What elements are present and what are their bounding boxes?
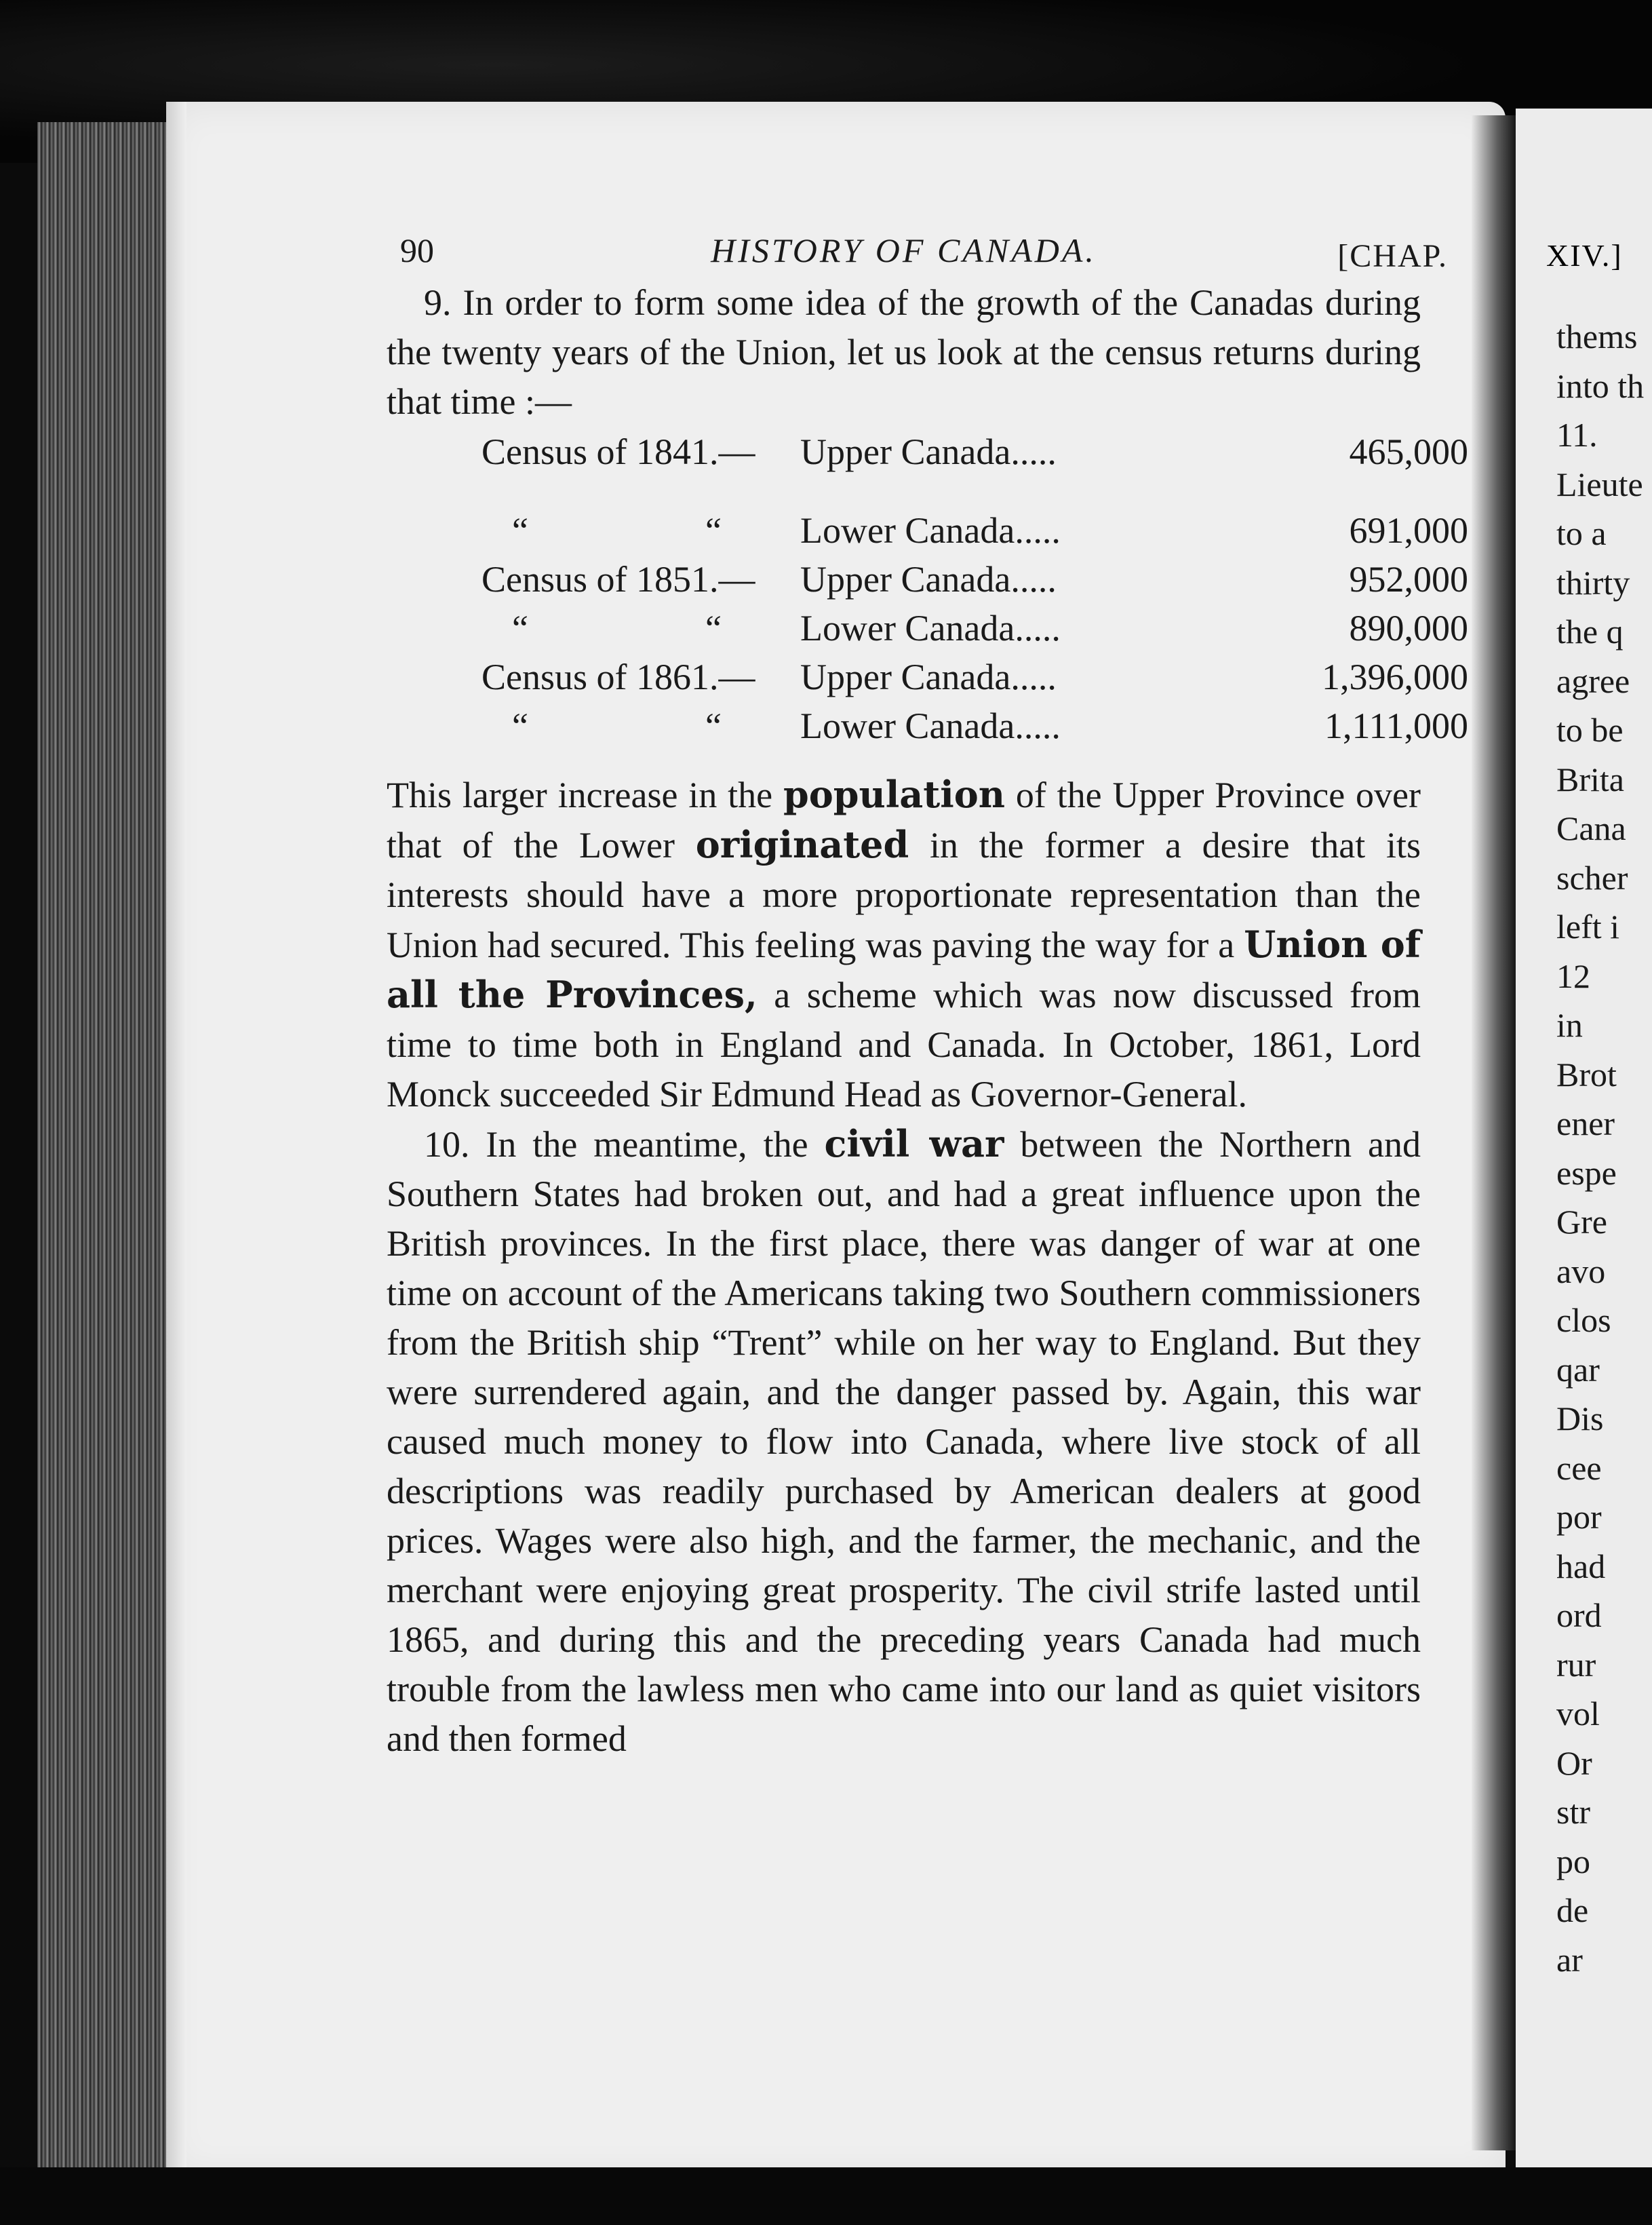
census-province: Lower Canada.....	[800, 608, 1061, 649]
census-year-label: Census of 1851.—	[481, 559, 755, 600]
facing-page-line: 12	[1556, 956, 1590, 995]
ditto-mark: “	[705, 705, 722, 746]
facing-page-line: clos	[1556, 1301, 1611, 1339]
facing-page-line: to be	[1556, 711, 1624, 749]
facing-page-line: thems	[1556, 317, 1638, 355]
facing-page-line: thirty	[1556, 563, 1630, 602]
facing-page-line: Gre	[1556, 1203, 1607, 1241]
census-province: Lower Canada.....	[800, 705, 1061, 746]
facing-page-line: the q	[1556, 613, 1624, 651]
census-value: 465,000	[1349, 431, 1468, 472]
census-table	[387, 431, 1468, 750]
text-run: between the Northern and Southern States had broken out, and had a great influence upon the British provinces. In the first place, there was danger of war at one time on account of the Americans taking two Southern commissioners from the British ship “Trent” while on her way to England. But they were surrendered again, and the danger passed by. Again, this war caused much money to flow into Canada, where live stock of all descriptions was readily purchased by American dealers at good prices. Wages were also high, and the farmer, the mechanic, and the merchant were enjoying great prosperity. The civil strife lasted until 1865, and during this and the preceding years Canada had much trouble from the lawless men who came into our land as quiet visitors and then formed	[387, 1124, 1421, 1759]
bold-term-union: Union of all the Provinces,	[387, 923, 1421, 1016]
ditto-mark: “	[705, 608, 722, 649]
chapter-mark: [CHAP.	[1337, 238, 1448, 274]
facing-page-line: espe	[1556, 1153, 1617, 1192]
scan-border	[0, 2167, 1652, 2225]
facing-page-line: 11.	[1556, 416, 1598, 454]
census-province: Upper Canada.....	[800, 431, 1057, 472]
facing-page-line: had	[1556, 1547, 1606, 1585]
census-year-label: Census of 1841.—	[481, 431, 755, 472]
census-row	[387, 558, 1468, 606]
facing-page-line: left i	[1556, 908, 1620, 946]
facing-page-text	[1556, 312, 1652, 1984]
census-value: 890,000	[1349, 608, 1468, 649]
running-title: HISTORY OF CANADA.	[711, 231, 1097, 269]
bold-term-population: population	[783, 773, 1006, 816]
census-province: Upper Canada.....	[800, 559, 1057, 600]
facing-page-line: in	[1556, 1006, 1583, 1044]
census-row	[387, 509, 1468, 557]
ditto-mark: “	[512, 705, 528, 746]
facing-page-line: Lieute	[1556, 465, 1643, 503]
facing-page-line: to a	[1556, 514, 1607, 552]
facing-page-line: ener	[1556, 1104, 1615, 1142]
ditto-mark: “	[512, 510, 528, 551]
bold-term-civil-war: civil war	[824, 1122, 1004, 1165]
facing-page-line: Brita	[1556, 760, 1624, 798]
facing-page-line: por	[1556, 1498, 1602, 1536]
page-edges	[37, 122, 183, 2171]
facing-page-line: into th	[1556, 366, 1645, 405]
page-content	[387, 217, 1468, 1764]
facing-page-line: rur	[1556, 1645, 1596, 1684]
facing-page-header: XIV.]	[1546, 238, 1623, 273]
census-value: 691,000	[1349, 510, 1468, 551]
facing-page-line: de	[1556, 1891, 1589, 1929]
facing-page-line: Dis	[1556, 1399, 1604, 1437]
facing-page-line: Cana	[1556, 809, 1626, 847]
ditto-mark: “	[705, 510, 722, 551]
census-row	[387, 656, 1468, 703]
paragraph-9-continued	[387, 770, 1421, 1119]
text-run: 10. In the meantime, the	[424, 1124, 825, 1165]
running-header	[387, 217, 1448, 278]
book-gutter	[1472, 115, 1519, 2150]
text-run: in the former a desire that its interests should have a more proportionate representation than the Union had secured. This feeling was paving the way for a	[387, 825, 1421, 965]
facing-page-line: scher	[1556, 858, 1628, 897]
facing-page-line: ord	[1556, 1596, 1602, 1634]
facing-page-line: ar	[1556, 1940, 1583, 1979]
ditto-mark: “	[512, 608, 528, 649]
text-run: This larger increase in the	[387, 775, 783, 815]
facing-page	[1516, 109, 1652, 2178]
text-run: a scheme which was now discussed from time to time both in England and Canada. In October, 1861, Lord Monck succeeded Sir Edmund Head as Governor-General.	[387, 975, 1421, 1115]
page-number: 90	[400, 231, 434, 269]
census-row	[387, 431, 1468, 478]
paragraph-10	[387, 1119, 1421, 1764]
facing-page-line: agree	[1556, 661, 1630, 700]
bold-term-originated: originated	[695, 823, 909, 866]
facing-page-line: vol	[1556, 1695, 1600, 1733]
census-year-label: Census of 1861.—	[481, 657, 755, 697]
facing-page-line: Brot	[1556, 1055, 1617, 1094]
facing-page-line: avo	[1556, 1252, 1606, 1290]
facing-page-line: po	[1556, 1842, 1590, 1880]
facing-page-line: cee	[1556, 1448, 1602, 1487]
census-province: Upper Canada.....	[800, 657, 1057, 697]
paragraph-9-intro: 9. In order to form some idea of the growth of the Canadas during the twenty years of the Union, let us look at the census returns during that time :—	[387, 282, 1421, 422]
facing-page-line: str	[1556, 1793, 1590, 1831]
census-value: 1,396,000	[1322, 657, 1468, 697]
census-province: Lower Canada.....	[800, 510, 1061, 551]
census-row	[387, 705, 1468, 752]
census-value: 1,111,000	[1324, 705, 1468, 746]
facing-page-line: qar	[1556, 1350, 1600, 1389]
census-value: 952,000	[1349, 559, 1468, 600]
text-run: of the Upper Province over that of the Lower	[387, 775, 1421, 866]
facing-page-line: Or	[1556, 1743, 1592, 1782]
census-row	[387, 607, 1468, 655]
